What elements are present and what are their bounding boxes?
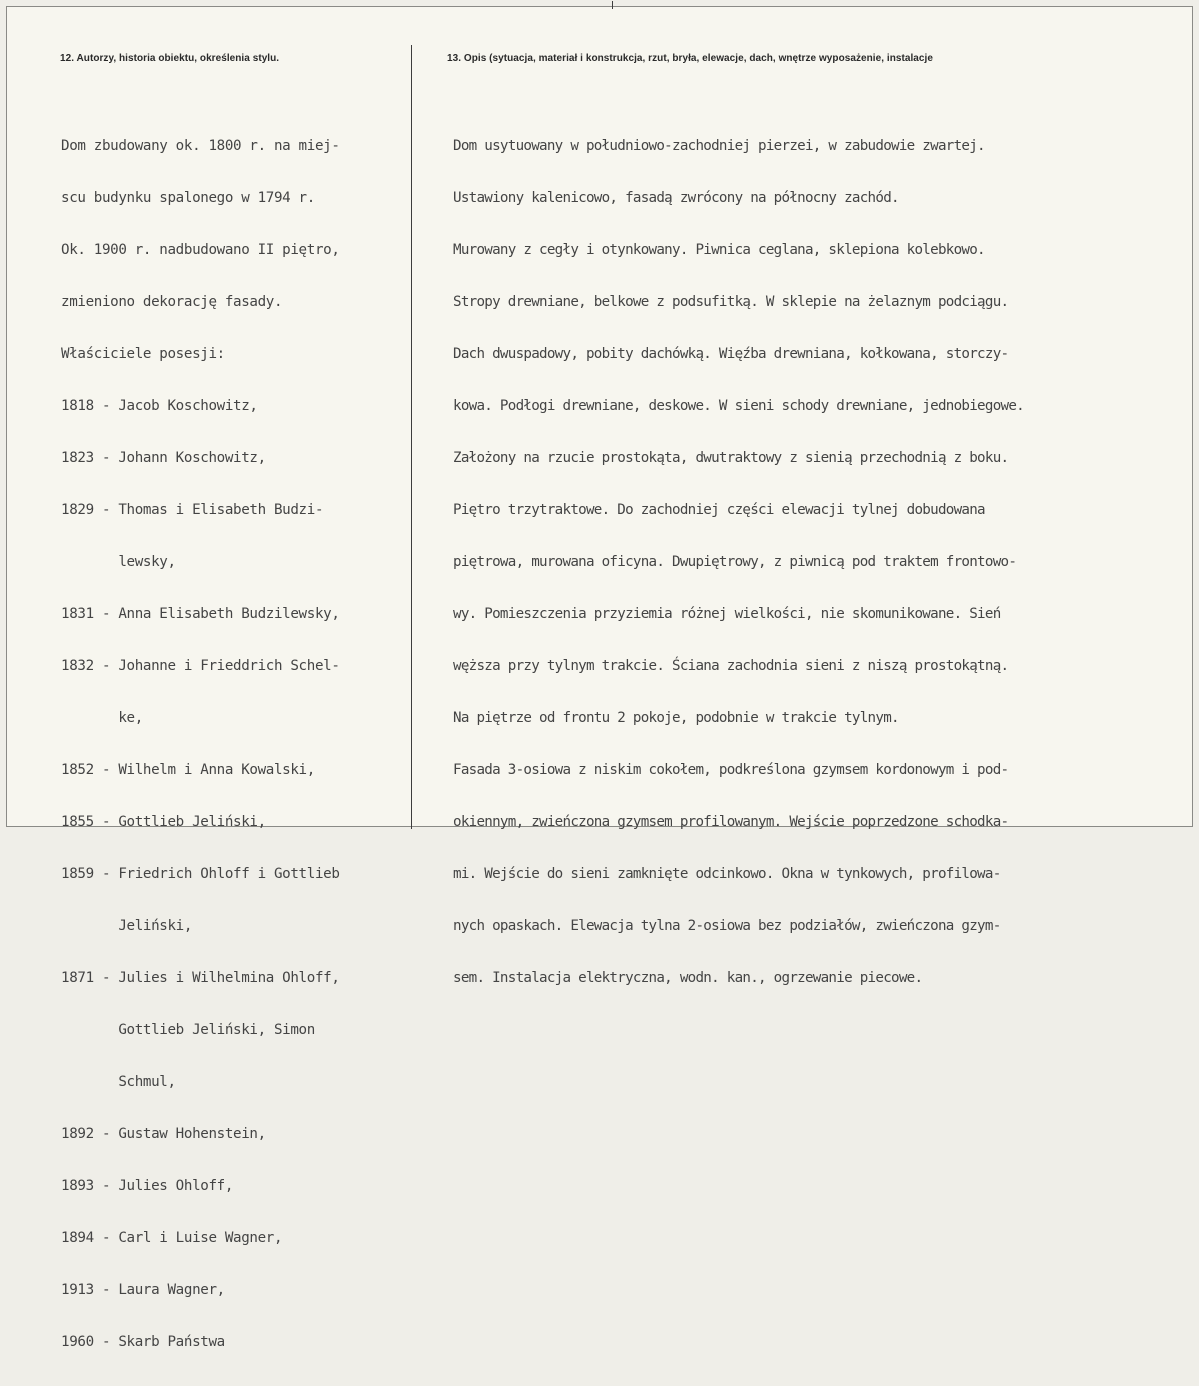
owner-entry: 1852 - Wilhelm i Anna Kowalski, (61, 762, 315, 779)
text-line: okiennym, zwieńczona gzymsem profilowanym. Wejście poprzedzone schodka- (453, 814, 1009, 831)
owner-entry: 1892 - Gustaw Hohenstein, (61, 1126, 266, 1143)
text-line: Murowany z cegły i otynkowany. Piwnica ceglana, sklepiona kolebkowo. (453, 241, 985, 258)
owner-entry: 1823 - Johann Koschowitz, (61, 449, 266, 466)
text-line: Dom usytuowany w południowo-zachodniej pierzei, w zabudowie zwartej. (453, 137, 985, 154)
text-line: Ok. 1900 r. nadbudowano II piętro, (61, 241, 340, 258)
owner-entry: 1832 - Johanne i Frieddrich Schel- (61, 658, 340, 674)
column-divider (411, 45, 412, 829)
owner-entry: 1829 - Thomas i Elisabeth Budzi- (61, 501, 324, 518)
owner-entry: lewsky, (61, 553, 176, 570)
section-12-heading: 12. Autorzy, historia obiektu, określenia stylu. (60, 53, 280, 64)
owner-entry: 1913 - Laura Wagner, (61, 1282, 225, 1299)
text-line: Na piętrze od frontu 2 pokoje, podobnie w trakcie tylnym. (453, 710, 899, 727)
owner-entry: Jeliński, (61, 918, 193, 935)
owner-entry: 1855 - Gottlieb Jeliński, (61, 814, 266, 831)
owner-entry: 1831 - Anna Elisabeth Budzilewsky, (61, 605, 340, 622)
text-line: Piętro trzytraktowe. Do zachodniej części elewacji tylnej dobudowana (453, 501, 985, 518)
owner-entry: Gottlieb Jeliński, Simon (61, 1022, 315, 1039)
owner-entry: 1859 - Friedrich Ohloff i Gottlieb (61, 866, 340, 883)
text-line: zmieniono dekorację fasady. (61, 293, 283, 310)
owner-entry: 1894 - Carl i Luise Wagner, (61, 1230, 283, 1247)
section-13-text (453, 103, 1024, 1022)
text-line: Dach dwuspadowy, pobity dachówką. Więźba drewniana, kołkowana, storczy- (453, 345, 1009, 362)
section-12-text (61, 103, 340, 1386)
text-line: Ustawiony kalenicowo, fasadą zwrócony na północny zachód. (453, 189, 899, 206)
text-line: węższa przy tylnym trakcie. Ściana zachodnia sieni z niszą prostokątną. (453, 658, 1009, 674)
text-line: wy. Pomieszczenia przyziemia różnej wielkości, nie skomunikowane. Sień (453, 605, 1001, 622)
owner-entry: 1818 - Jacob Koschowitz, (61, 397, 258, 414)
text-line: piętrowa, murowana oficyna. Dwupiętrowy, z piwnicą pod traktem frontowo- (453, 553, 1017, 570)
text-line: mi. Wejście do sieni zamknięte odcinkowo. Okna w tynkowych, profilowa- (453, 866, 1001, 883)
text-line: Założony na rzucie prostokąta, dwutraktowy z sienią przechodnią z boku. (453, 449, 1009, 466)
owner-entry: ke, (61, 710, 143, 727)
record-card (6, 6, 1193, 1351)
text-line: Fasada 3-osiowa z niskim cokołem, podkreślona gzymsem kordonowym i pod- (453, 762, 1009, 779)
owner-entry: Schmul, (61, 1074, 176, 1091)
text-line: sem. Instalacja elektryczna, wodn. kan., ogrzewanie piecowe. (453, 970, 923, 987)
text-line: nych opaskach. Elewacja tylna 2-osiowa bez podziałów, zwieńczona gzym- (453, 918, 1001, 935)
text-line: scu budynku spalonego w 1794 r. (61, 189, 315, 206)
text-line: Dom zbudowany ok. 1800 r. na miej- (61, 137, 340, 154)
text-line: kowa. Podłogi drewniane, deskowe. W sieni schody drewniane, jednobiegowe. (453, 397, 1024, 414)
section-13-heading: 13. Opis (sytuacja, materiał i konstrukcja, rzut, bryła, elewacje, dach, wnętrze wyposażenie, instalacje (447, 53, 933, 64)
owner-entry: 1893 - Julies Ohloff, (61, 1178, 234, 1195)
card-top-mark (612, 1, 613, 9)
owner-entry: 1871 - Julies i Wilhelmina Ohloff, (61, 970, 340, 987)
text-line: Właściciele posesji: (61, 345, 225, 362)
owner-entry: 1960 - Skarb Państwa (61, 1334, 225, 1351)
text-line: Stropy drewniane, belkowe z podsufitką. W sklepie na żelaznym podciągu. (453, 293, 1009, 310)
